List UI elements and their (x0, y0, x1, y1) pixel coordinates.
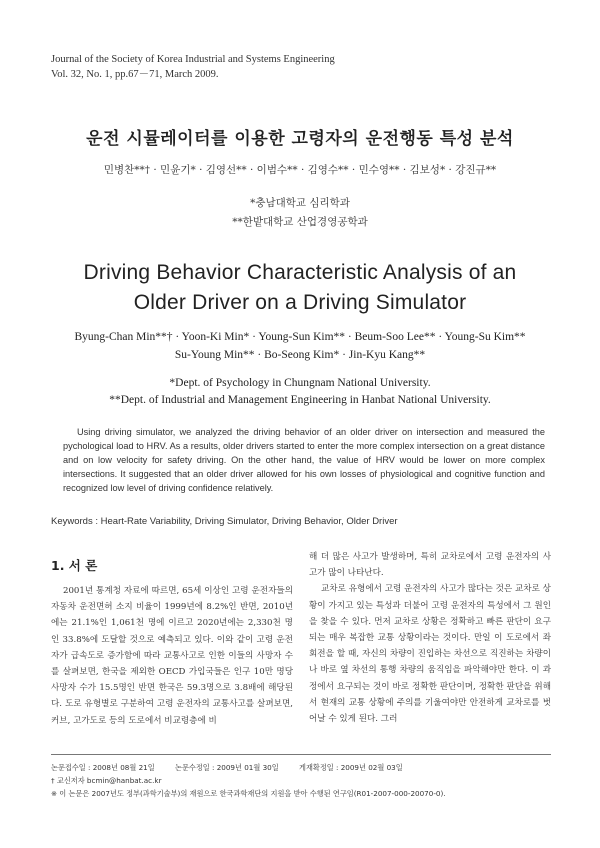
corresponding-author: † 교신저자 bcmin@hanbat.ac.kr (51, 776, 162, 785)
keywords-label: Keywords (51, 516, 93, 527)
korean-affiliations (0, 194, 600, 232)
english-authors-line-2: Su-Young Min** · Bo-Seong Kim* · Jin-Kyu Kang** (174, 349, 426, 361)
footnote-dates (51, 761, 446, 774)
english-title (0, 258, 600, 318)
revised-date: 논문수정일 : 2009년 01월 30일 (175, 763, 279, 772)
body-paragraph: 교차로 유형에서 고령 운전자의 사고가 많다는 것은 교차로 상황이 가지고 있는 특성과 더불어 고령 운전자의 특성에서 그 원인을 찾을 수 있다. 먼저 교차로 상황은 정확하고 빠른 판단이 요구되는 매우 복잡한 교통 상황이라는 것이다. 만일 이 도로에서 좌회전을 할 때, 자신의 차량이 진입하는 차선으로 직진하는 차량이나 바로 옆 차선의 통행 차량의 움직임을 파악해야만 한다. 이 과정에서 요구되는 것이 바로 정확한 판단이며, 정확한 판단을 위해서 현재의 교통 상황에 주의를 기울여야만 안전하게 교차로를 벗어날 수 있게 된다. 그러 (309, 584, 551, 725)
journal-volume: Vol. 32, No. 1, pp.67－71, March 2009. (51, 69, 219, 80)
section-heading-introduction: 1. 서 론 (51, 558, 98, 573)
english-title-line-1: Driving Behavior Characteristic Analysis of an (83, 261, 517, 284)
keywords-list: : Heart-Rate Variability, Driving Simulator, Driving Behavior, Older Driver (95, 516, 398, 527)
english-authors (0, 328, 600, 364)
english-authors-line-1: Byung-Chan Min**† · Yoon-Ki Min* · Young-Sun Kim** · Beum-Soo Lee** · Young-Su Kim** (74, 331, 526, 343)
journal-header (51, 52, 335, 82)
keywords (51, 516, 551, 527)
korean-affiliation-2: **한밭대학교 산업경영공학과 (232, 216, 368, 228)
abstract: Using driving simulator, we analyzed the driving behavior of an older driver on intersection and measured the pychological load to HRV. As a results, older drivers started to enter the more complex intersection on a great distance and on low velocity for safety driving. On the other hand, the value of HRV would be lower on more complex intersections. It suggested that an older driver allowed for his own losses of physiological and cognitive function and recognized low level of driving confidence relatively. (63, 427, 545, 493)
received-date: 논문접수일 : 2008년 08월 21일 (51, 763, 155, 772)
footnotes (51, 761, 446, 800)
footnote-divider (51, 754, 551, 755)
korean-title: 운전 시뮬레이터를 이용한 고령자의 운전행동 특성 분석 (86, 129, 514, 149)
body-paragraph: 해 더 많은 사고가 발생하며, 특히 교차로에서 고령 운전자의 사고가 많이 나타난다. (309, 552, 551, 579)
english-affiliation-1: *Dept. of Psychology in Chungnam National University. (169, 377, 431, 389)
right-column (309, 549, 551, 727)
english-affiliation-2: **Dept. of Industrial and Management Engineering in Hanbat National University. (109, 394, 491, 406)
korean-authors: 민병찬**† · 민윤기* · 김영선** · 이범수** · 김영수** · 민수영** · 김보성* · 강진규** (103, 164, 497, 176)
body-paragraph: 2001년 통계청 자료에 따르면, 65세 이상인 고령 운전자들의 자동차 운전면허 소지 비율이 1999년에 8.2%인 반면, 2010년에는 21.1%인 1,061천 명에 이르고 2020년에는 2,330천 명인 33.8%에 도달할 것으로 예측되고 있다. 이와 같이 고령 운전자가 급속도로 증가함에 따라 교통사고로 인한 이들의 사망자 수를 살펴보면, 한국을 제외한 OECD 가입국들은 인구 10만 명당 사망자 수가 15.5명인 반면 한국은 59.3명으로 3.8배에 해당된다. 도로 유형별로 구분하여 고령 운전자의 교통사고를 살펴보면, 커브, 고가도로 등의 도로에서 비교령층에 비 (51, 586, 293, 726)
english-affiliations (0, 375, 600, 409)
korean-affiliation-1: *충남대학교 심리학과 (250, 197, 350, 209)
english-title-line-2: Older Driver on a Driving Simulator (133, 291, 467, 314)
accepted-date: 게재확정일 : 2009년 02월 03일 (299, 763, 403, 772)
journal-name: Journal of the Society of Korea Industrial and Systems Engineering (51, 54, 335, 65)
left-column (51, 556, 293, 729)
funding-note: ※ 이 논문은 2007년도 정부(과학기술부)의 재원으로 한국과학재단의 지원을 받아 수행된 연구임(R01-2007-000-20070-0). (51, 789, 446, 798)
